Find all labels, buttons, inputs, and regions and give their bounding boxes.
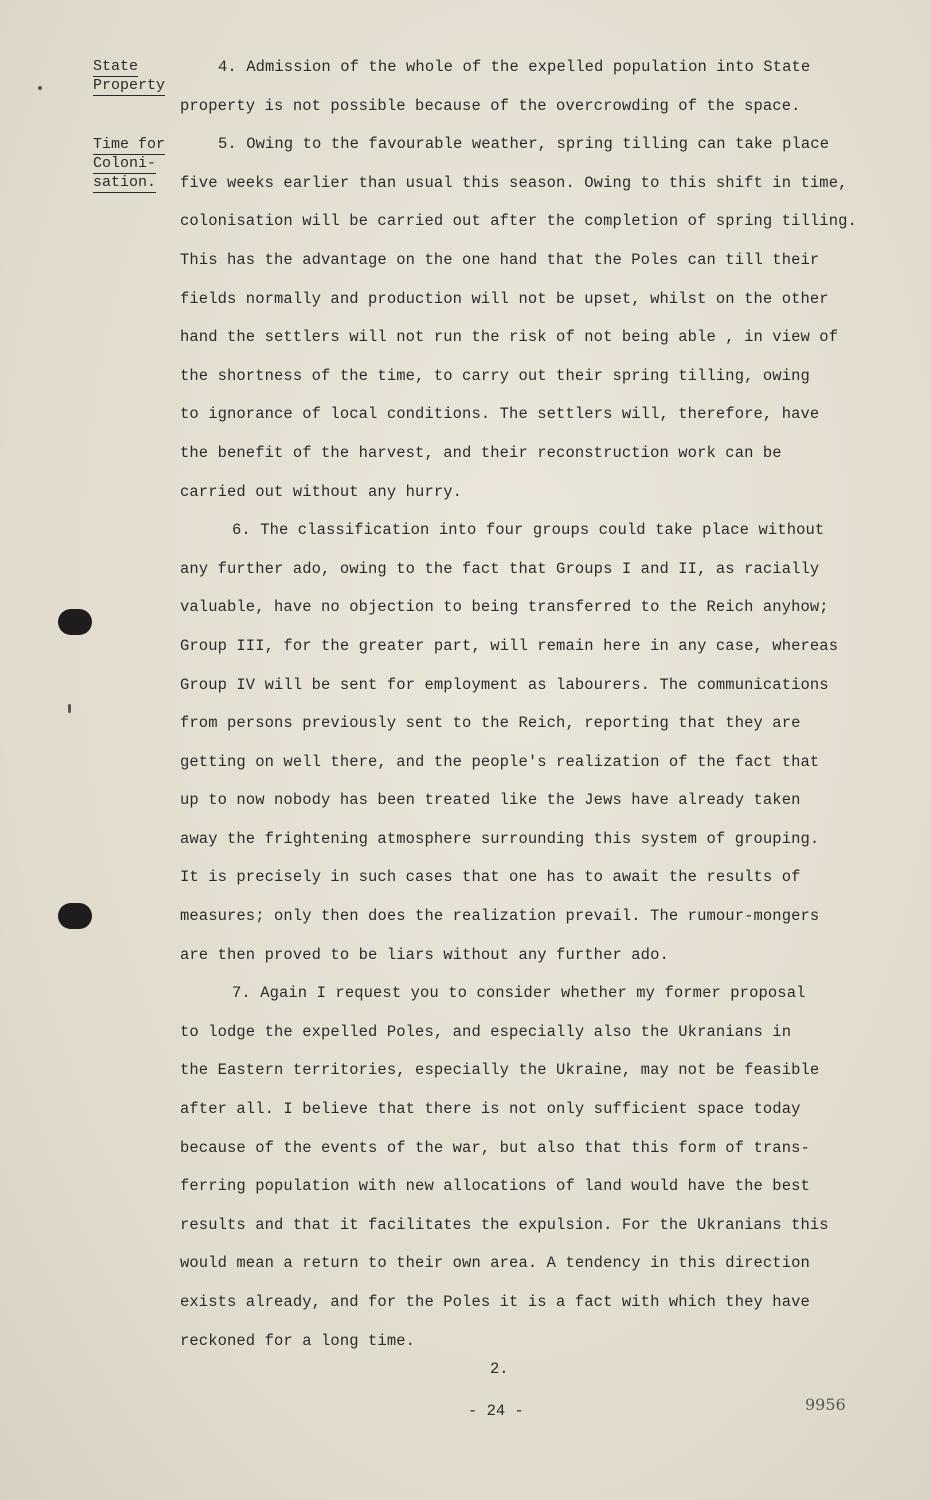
text-line: the Eastern territories, especially the Ukraine, may not be feasible [180, 1061, 820, 1080]
paragraph-7 [180, 974, 880, 1360]
text-line: ferring population with new allocations of land would have the best [180, 1177, 810, 1196]
text-line: after all. I believe that there is not only sufficient space today [180, 1100, 801, 1119]
text-line: It is precisely in such cases that one has to await the results of [180, 868, 801, 887]
ink-speck [68, 704, 71, 713]
document-number: 9956 [805, 1395, 846, 1414]
text-line: because of the events of the war, but also that this form of trans- [180, 1138, 810, 1157]
text-line: fields normally and production will not be upset, whilst on the other [180, 289, 829, 308]
text-line: 7. Again I request you to consider whether my former proposal [232, 984, 806, 1003]
text-line: reckoned for a long time. [180, 1331, 416, 1350]
text-line: five weeks earlier than usual this season. Owing to this shift in time, [180, 173, 848, 192]
margin-note-line: sation. [93, 174, 157, 191]
punch-hole-upper [58, 609, 92, 635]
text-line: measures; only then does the realization prevail. The rumour-mongers [180, 907, 820, 926]
margin-note-line: Time for [93, 136, 166, 153]
text-line: 4. Admission of the whole of the expelled population into State [218, 58, 811, 76]
margin-note-line: State [93, 58, 139, 75]
text-line: to lodge the expelled Poles, and especially also the Ukranians in [180, 1022, 792, 1041]
text-line: are then proved to be liars without any further ado. [180, 945, 669, 964]
text-line: valuable, have no objection to being transferred to the Reich anyhow; [180, 598, 829, 617]
margin-note-line: Coloni- [93, 155, 157, 172]
text-line: This has the advantage on the one hand that the Poles can till their [180, 250, 820, 269]
margin-note-state-property [93, 58, 165, 96]
text-line: carried out without any hurry. [180, 482, 463, 501]
paragraph-5 [180, 125, 880, 511]
text-line: results and that it facilitates the expulsion. For the Ukranians this [180, 1215, 829, 1234]
text-line: the shortness of the time, to carry out their spring tilling, owing [180, 366, 810, 385]
text-line: the benefit of the harvest, and their reconstruction work can be [180, 443, 782, 462]
text-line: to ignorance of local conditions. The settlers will, therefore, have [180, 405, 820, 424]
text-line: hand the settlers will not run the risk of not being able , in view of [180, 328, 839, 347]
text-line: exists already, and for the Poles it is a fact with which they have [180, 1293, 810, 1311]
text-line: 5. Owing to the favourable weather, spring tilling can take place [218, 135, 830, 154]
text-line: getting on well there, and the people's realization of the fact that [180, 752, 820, 771]
text-line: Group III, for the greater part, will remain here in any case, whereas [180, 636, 839, 655]
text-line: from persons previously sent to the Reich, reporting that they are [180, 714, 801, 733]
paragraph-6 [180, 511, 880, 974]
catchword: 2. [490, 1360, 509, 1378]
document-body [180, 48, 880, 1360]
margin-note-line: Property [93, 77, 166, 94]
text-line: would mean a return to their own area. A tendency in this direction [180, 1254, 810, 1273]
text-line: Group IV will be sent for employment as labourers. The communications [180, 675, 829, 694]
text-line: up to now nobody has been treated like the Jews have already taken [180, 791, 801, 810]
page-number: - 24 - [468, 1402, 524, 1420]
punch-hole-lower [58, 903, 92, 929]
text-line: colonisation will be carried out after the completion of spring tilling. [180, 212, 857, 231]
margin-note-time-for-colonisation [93, 136, 165, 193]
ink-speck [38, 86, 42, 90]
text-line: 6. The classification into four groups could take place without [232, 521, 825, 540]
text-line: away the frightening atmosphere surrounding this system of grouping. [180, 829, 820, 848]
text-line: any further ado, owing to the fact that Groups I and II, as racially [180, 559, 820, 578]
text-line: property is not possible because of the overcrowding of the space. [180, 96, 801, 115]
paragraph-4 [180, 48, 880, 125]
